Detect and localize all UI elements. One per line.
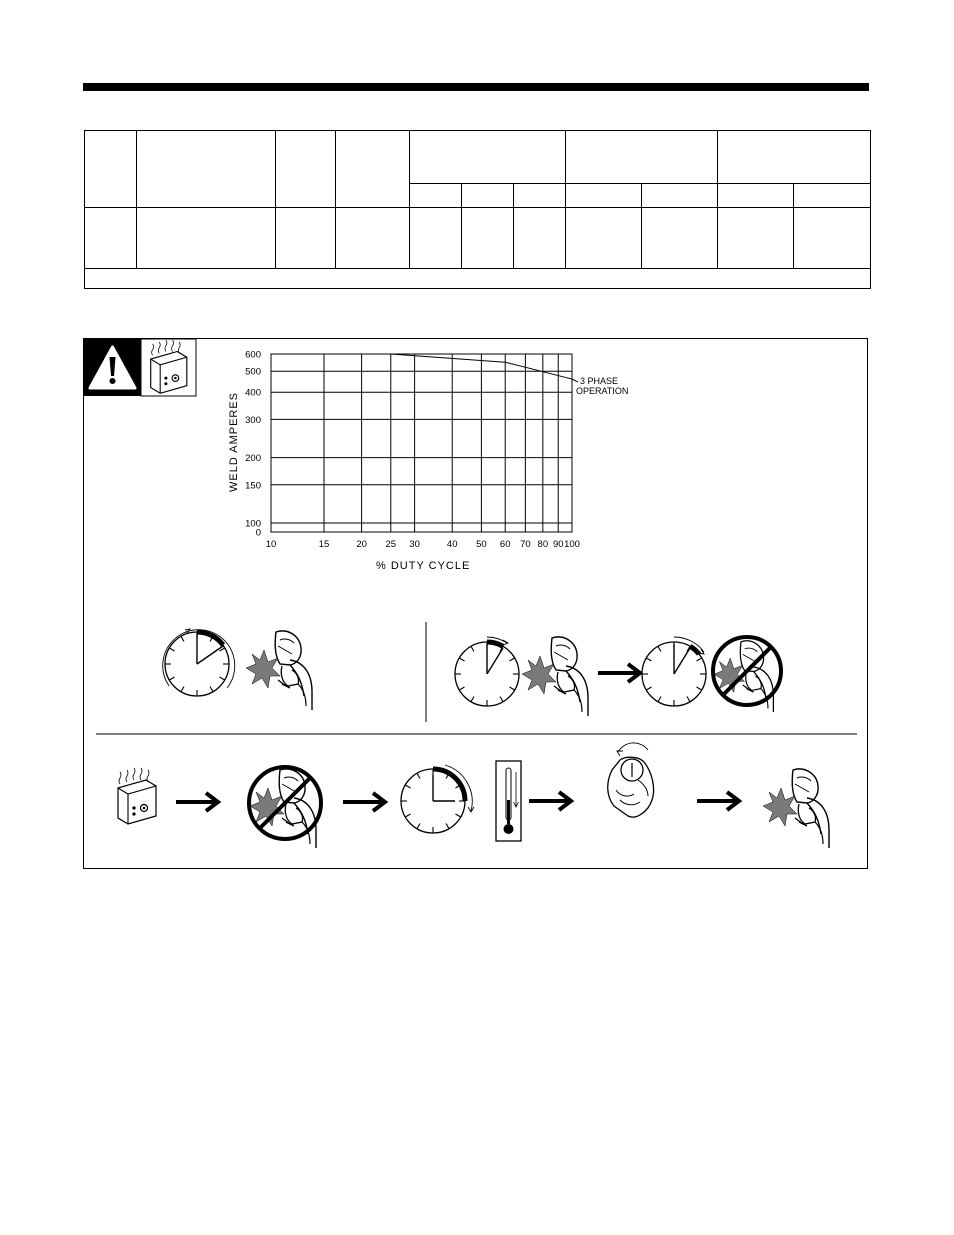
y-tick-label: 200	[245, 453, 261, 465]
hot-machine-icon	[141, 339, 196, 396]
x-tick-label: 20	[356, 539, 367, 550]
x-tick-label: 10	[265, 539, 277, 550]
chart-grid	[271, 354, 572, 532]
hot-machine-icon	[118, 768, 156, 824]
x-axis-label: % DUTY CYCLE	[376, 560, 471, 572]
x-tick-label: 15	[318, 539, 330, 550]
y-tick-label: 500	[245, 366, 261, 378]
clock-icon	[163, 629, 235, 696]
clock-icon	[401, 765, 474, 833]
series-label: 3 PHASE OPERATION	[576, 376, 629, 396]
y-tick-label: 600	[245, 349, 261, 361]
arrow-right-icon	[176, 793, 218, 811]
y-tick-label: 150	[245, 480, 261, 492]
x-tick-label: 70	[520, 539, 531, 550]
y-tick-label: 100	[245, 518, 261, 530]
thermometer-icon	[496, 761, 521, 841]
x-tick-label: 90	[552, 539, 564, 550]
arrow-right-icon	[697, 792, 739, 810]
x-tick-label: 30	[409, 539, 420, 550]
plot-frame	[271, 354, 572, 532]
y-tick-label: 0	[255, 527, 261, 539]
warning-triangle-icon	[84, 339, 141, 396]
x-tick-label: 50	[476, 539, 487, 550]
welder-icon	[246, 631, 312, 710]
x-tick-label: 40	[446, 539, 458, 550]
x-tick-label: 25	[385, 539, 397, 550]
x-tick-label: 60	[499, 539, 511, 550]
prohibited-welder-icon	[713, 637, 781, 712]
arrow-right-icon	[343, 793, 385, 811]
welder-icon	[763, 769, 829, 848]
series-label-leader	[572, 379, 578, 382]
x-tick-label: 100	[564, 539, 580, 550]
y-tick-label: 300	[245, 414, 261, 426]
prohibited-welder-icon	[249, 767, 321, 848]
y-tick-label: 400	[245, 387, 261, 399]
welder-icon	[522, 637, 588, 716]
clock-icon	[455, 637, 519, 706]
y-axis-label: WELD AMPERES	[228, 391, 240, 492]
reset-knob-hand-icon	[608, 743, 654, 817]
clock-icon	[642, 637, 706, 706]
arrow-right-icon	[529, 792, 571, 810]
x-tick-label: 80	[537, 539, 549, 550]
arrow-right-icon	[598, 664, 640, 682]
